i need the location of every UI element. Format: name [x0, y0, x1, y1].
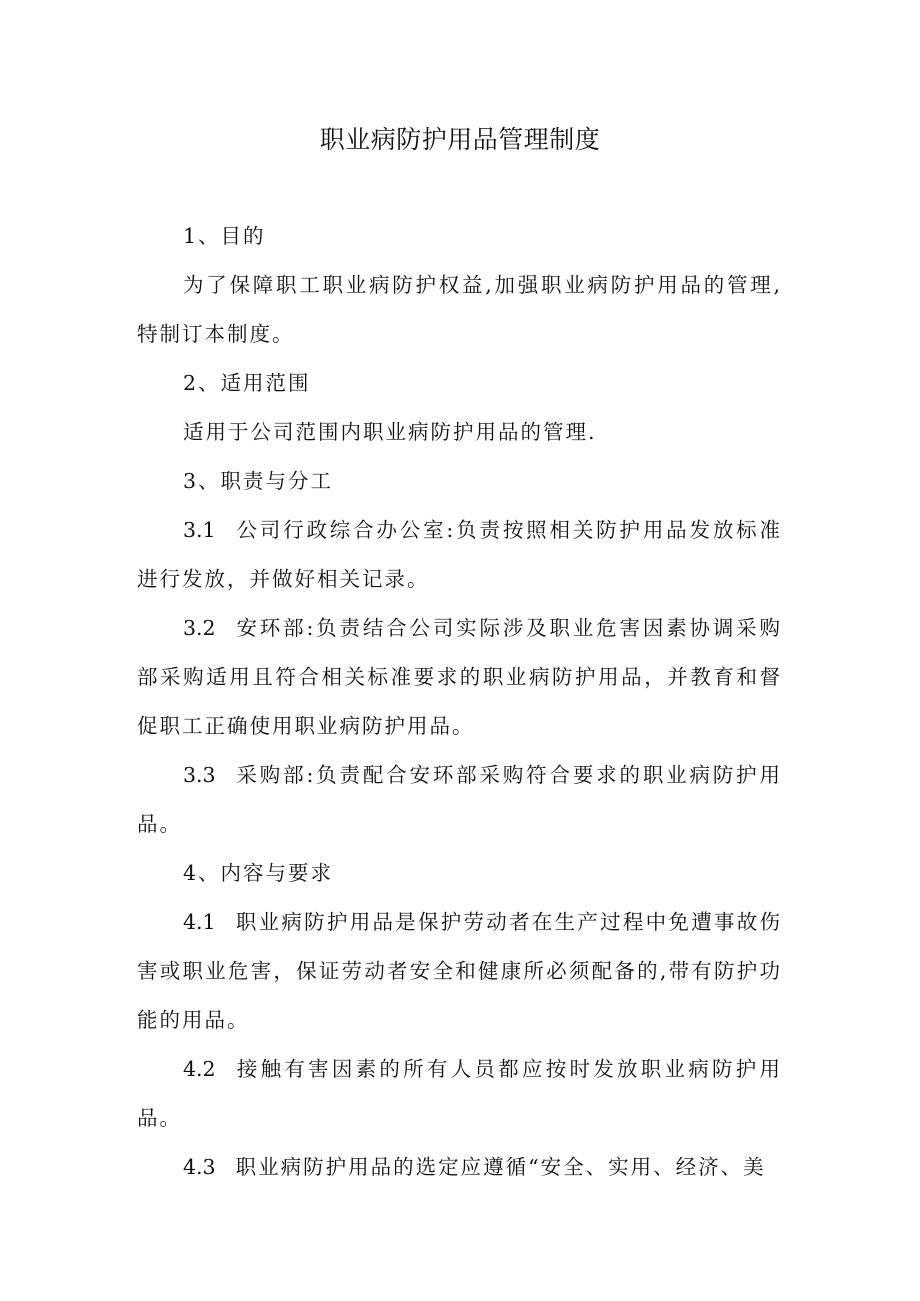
paragraph [137, 506, 782, 604]
paragraph [137, 604, 782, 751]
paragraph [137, 1143, 782, 1192]
paragraph [137, 751, 782, 849]
paragraph [137, 849, 782, 898]
paragraph-text: 适用于公司范围内职业病防护用品的管理. [183, 420, 597, 444]
paragraph-text: 4、内容与要求 [183, 861, 334, 885]
paragraph-text: 接触有害因素的所有人员都应按时发放职业病防护用品。 [137, 1057, 782, 1130]
clause-number: 4.1 [183, 910, 216, 934]
document-body [137, 212, 782, 1192]
document-title: 职业病防护用品管理制度 [319, 125, 601, 154]
paragraph [137, 1045, 782, 1143]
paragraph [137, 408, 782, 457]
clause-number: 3.1 [183, 518, 216, 542]
paragraph [137, 457, 782, 506]
paragraph-text: 公司行政综合办公室:负责按照相关防护用品发放标准进行发放，并做好相关记录。 [137, 518, 782, 591]
paragraph [137, 261, 782, 359]
paragraph-text: 安环部:负责结合公司实际涉及职业危害因素协调采购部采购适用且符合相关标准要求的职业病防护用品，并教育和督促职工正确使用职业病防护用品。 [137, 616, 782, 738]
paragraph-text: 职业病防护用品的选定应遵循“安全、实用、经济、美 [235, 1155, 766, 1179]
paragraph-text: 为了保障职工职业病防护权益,加强职业病防护用品的管理,特制订本制度。 [137, 273, 782, 346]
paragraph [137, 898, 782, 1045]
paragraph [137, 212, 782, 261]
paragraph [137, 359, 782, 408]
clause-number: 3.2 [183, 616, 216, 640]
clause-number: 3.3 [183, 763, 216, 787]
paragraph-text: 职业病防护用品是保护劳动者在生产过程中免遭事故伤害或职业危害，保证劳动者安全和健康所必须配备的,带有防护功能的用品。 [137, 910, 782, 1032]
clause-number: 4.3 [183, 1155, 216, 1179]
clause-number: 4.2 [183, 1057, 216, 1081]
paragraph-text: 2、适用范围 [183, 371, 311, 395]
paragraph-text: 3、职责与分工 [183, 469, 334, 493]
paragraph-text: 1、目的 [183, 224, 266, 248]
paragraph-text: 采购部:负责配合安环部采购符合要求的职业病防护用品。 [137, 763, 782, 836]
